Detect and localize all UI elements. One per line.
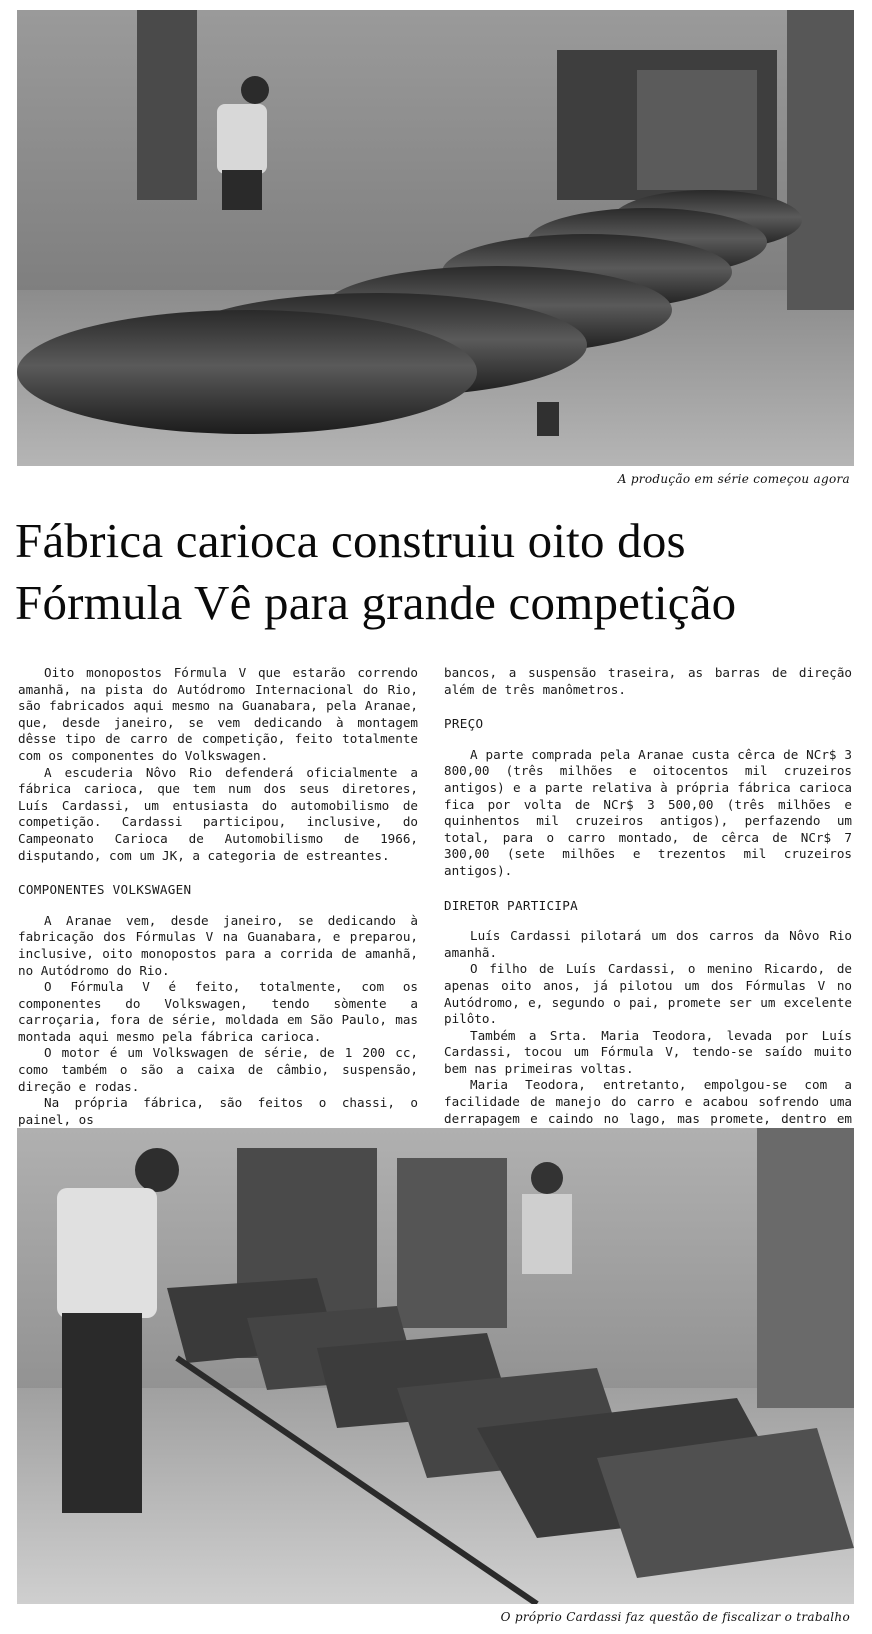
headline-line-2: Fórmula Vê para grande competição <box>15 575 737 630</box>
paragraph: A parte comprada pela Aranae custa cêrca de NCr$ 3 800,00 (três milhões e oitocentos mil cruzeiros antigos) e a parte relativa à própria fábrica carioca fica por volta de NCr$ 3 500,00 (três milhões e quinhentos mil cruzeiros antigos), perfazendo um total, para o carro montado, de cêrca de NCr$ 7 300,00 (sete milhões e trezentos mil cruzeiros antigos). <box>444 746 852 878</box>
photo-cardassi-inspecting <box>17 1128 854 1604</box>
paragraph: A Aranae vem, desde janeiro, se dedicando à fabricação dos Fórmulas V na Guanabara, e preparou, inclusive, oito monopostos para a corrida de amanhã, no Autódromo do Rio. <box>18 912 418 978</box>
paragraph: O filho de Luís Cardassi, o menino Ricardo, de apenas oito anos, já pilotou um dos Fórmulas V no Autódromo, e, segundo o pai, promete ser um excelente pilôto. <box>444 961 852 1027</box>
paragraph: A escuderia Nôvo Rio defenderá oficialmente a fábrica carioca, que tem num dos seus diretores, Luís Cardassi, um entusiasta do automobilismo de competição. Cardassi participou, inclusive, do Campeonato Carioca de Automobilismo de 1966, disputando, com um JK, a categoria de estreantes. <box>18 764 418 863</box>
paragraph: O Fórmula V é feito, totalmente, com os componentes do Volkswagen, tendo sòmente a carroçaria, fora de série, moldada em São Paulo, mas montada aqui mesmo pela fábrica carioca. <box>18 979 418 1044</box>
paragraph: Oito monopostos Fórmula V que estarão correndo amanhã, na pista do Autódromo Internacional do Rio, são fabricados aqui mesmo na Guanabara, pela Aranae, que, desde janeiro, se vem dedicando à montagem dêsse tipo de carro de competição, feito totalmente com os componentes do Volkswagen. <box>18 665 418 763</box>
subheading-preco: PREÇO <box>444 716 484 732</box>
subheading-diretor-participa: DIRETOR PARTICIPA <box>444 897 578 913</box>
photo-top-caption: A produção em série começou agora <box>617 472 850 486</box>
photo-bottom-illustration <box>17 1128 854 1604</box>
paragraph: Na própria fábrica, são feitos o chassi, o painel, os <box>18 1095 418 1127</box>
subheading-componentes: COMPONENTES VOLKSWAGEN <box>18 882 192 898</box>
paragraph: bancos, a suspensão traseira, as barras de direção além de três manômetros. <box>444 665 852 697</box>
paragraph: Maria Teodora, entretanto, empolgou-se com a facilidade de manejo do carro e acabou sofrendo uma derrapagem e caindo no lago, mas promete, dentro em <box>444 1077 852 1126</box>
photo-bottom-caption: O próprio Cardassi faz questão de fiscalizar o trabalho <box>500 1610 850 1624</box>
headline-line-1: Fábrica carioca construiu oito dos <box>15 513 686 568</box>
article-column-right <box>444 665 852 1144</box>
paragraph: Luís Cardassi pilotará um dos carros da Nôvo Rio amanhã. <box>444 928 852 960</box>
photo-top-illustration <box>17 10 854 466</box>
paragraph: Também a Srta. Maria Teodora, levada por Luís Cardassi, tocou um Fórmula V, tendo-se saído muito bem nas primeiras voltas. <box>444 1027 852 1076</box>
article-column-left <box>18 665 418 1128</box>
paragraph: O motor é um Volkswagen de série, de 1 200 cc, como também o são a caixa de câmbio, suspensão, direção e rodas. <box>18 1045 418 1094</box>
photo-car-bodies-production <box>17 10 854 466</box>
